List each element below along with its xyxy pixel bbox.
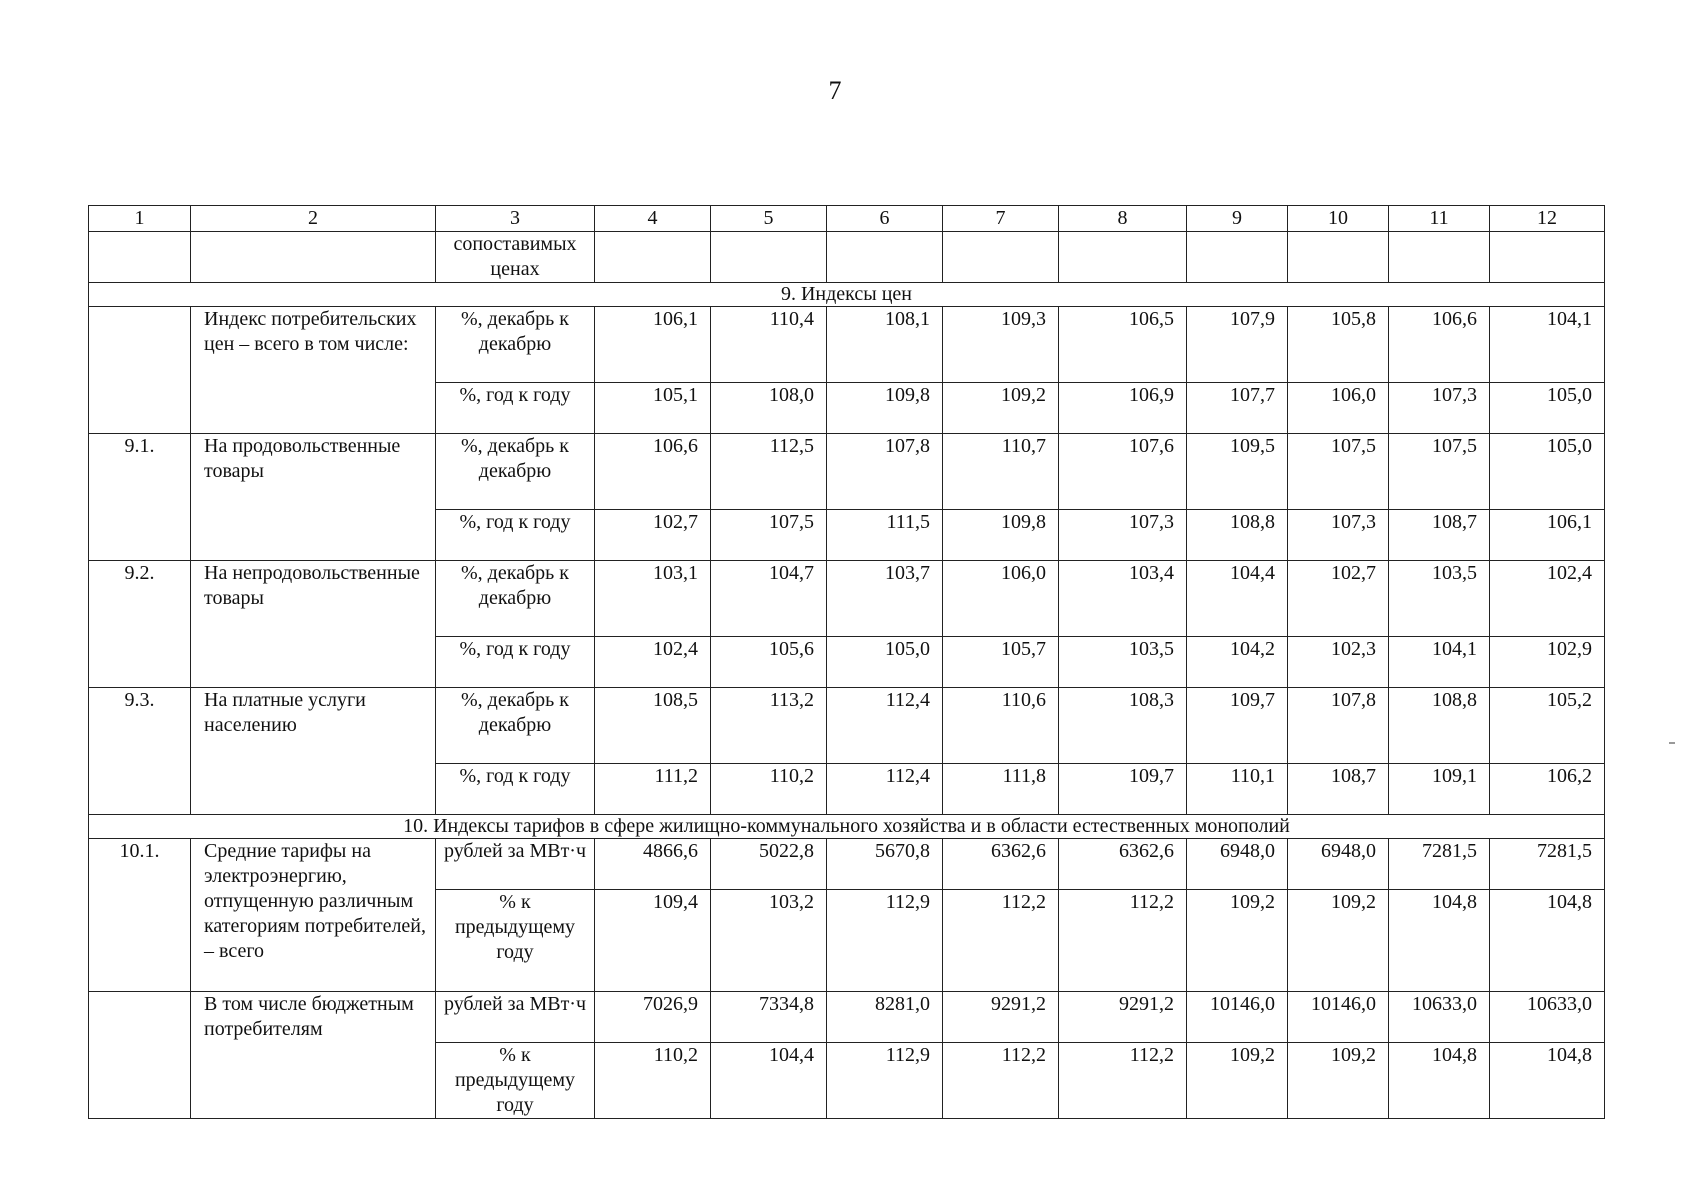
value-cell: 107,3 [1288, 510, 1389, 561]
value-cell: 5670,8 [827, 839, 943, 890]
value-cell: 102,3 [1288, 637, 1389, 688]
value-cell: 105,1 [595, 383, 711, 434]
value-cell: 112,2 [1059, 890, 1187, 992]
page-number: 7 [828, 76, 842, 105]
value-cell: 105,0 [827, 637, 943, 688]
value-cell: 112,2 [943, 890, 1059, 992]
value-cell: 10633,0 [1389, 992, 1490, 1043]
indicator-name: На платные услуги населению [191, 688, 436, 815]
column-number: 5 [711, 206, 827, 232]
unit-cell: %, год к году [436, 637, 595, 688]
value-cell: 109,2 [1187, 1043, 1288, 1119]
column-number: 12 [1490, 206, 1605, 232]
value-cell: 6362,6 [943, 839, 1059, 890]
value-cell: 109,2 [1288, 1043, 1389, 1119]
value-cell: 110,6 [943, 688, 1059, 764]
data-table [88, 205, 1605, 1119]
value-cell: 112,2 [943, 1043, 1059, 1119]
indicator-name: На продовольственные товары [191, 434, 436, 561]
value-cell: 10633,0 [1490, 992, 1605, 1043]
continuation-row [89, 232, 1605, 283]
value-cell: 107,8 [827, 434, 943, 510]
value-cell: 10146,0 [1187, 992, 1288, 1043]
value-cell: 110,2 [595, 1043, 711, 1119]
value-cell: 112,9 [827, 890, 943, 992]
value-cell: 104,1 [1389, 637, 1490, 688]
value-cell: 109,8 [827, 383, 943, 434]
value-cell: 106,5 [1059, 307, 1187, 383]
table-row [89, 307, 1605, 383]
value-cell: 102,7 [1288, 561, 1389, 637]
value-cell: 6948,0 [1187, 839, 1288, 890]
value-cell: 103,4 [1059, 561, 1187, 637]
value-cell: 103,5 [1389, 561, 1490, 637]
value-cell: 111,5 [827, 510, 943, 561]
table-row [89, 688, 1605, 764]
value-cell: 7334,8 [711, 992, 827, 1043]
table-row [89, 992, 1605, 1043]
section-heading-row [89, 283, 1605, 307]
value-cell: 107,7 [1187, 383, 1288, 434]
item-number [89, 307, 191, 434]
item-number: 9.1. [89, 434, 191, 561]
value-cell: 109,2 [1187, 890, 1288, 992]
value-cell: 7281,5 [1389, 839, 1490, 890]
value-cell: 108,3 [1059, 688, 1187, 764]
value-cell: 107,5 [711, 510, 827, 561]
table-row [89, 839, 1605, 890]
value-cell: 109,4 [595, 890, 711, 992]
indicator-name: В том числе бюджетным потребителям [191, 992, 436, 1119]
value-cell: 104,8 [1389, 1043, 1490, 1119]
value-cell: 105,7 [943, 637, 1059, 688]
item-number: 9.2. [89, 561, 191, 688]
value-cell: 105,6 [711, 637, 827, 688]
value-cell: 104,1 [1490, 307, 1605, 383]
value-cell: 10146,0 [1288, 992, 1389, 1043]
value-cell: 111,2 [595, 764, 711, 815]
unit-cell: %, декабрь к декабрю [436, 688, 595, 764]
value-cell: 108,8 [1187, 510, 1288, 561]
value-cell: 109,8 [943, 510, 1059, 561]
value-cell: 104,4 [711, 1043, 827, 1119]
value-cell: 103,2 [711, 890, 827, 992]
value-cell: 102,9 [1490, 637, 1605, 688]
value-cell: 103,7 [827, 561, 943, 637]
value-cell: 107,5 [1288, 434, 1389, 510]
value-cell: 108,8 [1389, 688, 1490, 764]
item-number: 9.3. [89, 688, 191, 815]
column-number: 6 [827, 206, 943, 232]
column-number: 8 [1059, 206, 1187, 232]
value-cell: 105,0 [1490, 383, 1605, 434]
value-cell: 106,0 [943, 561, 1059, 637]
value-cell: 108,7 [1288, 764, 1389, 815]
value-cell: 109,7 [1059, 764, 1187, 815]
value-cell: 7026,9 [595, 992, 711, 1043]
column-number: 10 [1288, 206, 1389, 232]
value-cell: 102,4 [1490, 561, 1605, 637]
value-cell: 106,6 [595, 434, 711, 510]
column-number: 3 [436, 206, 595, 232]
value-cell: 113,2 [711, 688, 827, 764]
column-number: 1 [89, 206, 191, 232]
column-number: 9 [1187, 206, 1288, 232]
section-title: 10. Индексы тарифов в сфере жилищно-коммунального хозяйства и в области естественных монополий [89, 815, 1605, 839]
item-number [89, 992, 191, 1119]
value-cell: 112,4 [827, 688, 943, 764]
value-cell: 106,1 [595, 307, 711, 383]
value-cell: 110,4 [711, 307, 827, 383]
unit-cell: %, декабрь к декабрю [436, 307, 595, 383]
section-10-body [89, 839, 1605, 1119]
value-cell: 109,3 [943, 307, 1059, 383]
section-9-body [89, 307, 1605, 815]
value-cell: 102,7 [595, 510, 711, 561]
unit-cell: рублей за МВт·ч [436, 992, 595, 1043]
value-cell: 6362,6 [1059, 839, 1187, 890]
unit-cell: %, декабрь к декабрю [436, 561, 595, 637]
column-number: 4 [595, 206, 711, 232]
table-row [89, 561, 1605, 637]
value-cell: 104,2 [1187, 637, 1288, 688]
value-cell: 6948,0 [1288, 839, 1389, 890]
value-cell: 9291,2 [1059, 992, 1187, 1043]
value-cell: 102,4 [595, 637, 711, 688]
indicator-name: Индекс потребительских цен – всего в том числе: [191, 307, 436, 434]
unit-cell: %, год к году [436, 510, 595, 561]
value-cell: 8281,0 [827, 992, 943, 1043]
value-cell: 109,2 [1288, 890, 1389, 992]
value-cell: 4866,6 [595, 839, 711, 890]
value-cell: 108,5 [595, 688, 711, 764]
value-cell: 108,0 [711, 383, 827, 434]
value-cell: 105,0 [1490, 434, 1605, 510]
value-cell: 105,8 [1288, 307, 1389, 383]
value-cell: 109,7 [1187, 688, 1288, 764]
table-row [89, 434, 1605, 510]
indicator-name: На непродовольственные товары [191, 561, 436, 688]
value-cell: 107,3 [1389, 383, 1490, 434]
value-cell: 109,2 [943, 383, 1059, 434]
value-cell: 7281,5 [1490, 839, 1605, 890]
value-cell: 112,5 [711, 434, 827, 510]
value-cell: 5022,8 [711, 839, 827, 890]
value-cell: 112,2 [1059, 1043, 1187, 1119]
value-cell: 106,1 [1490, 510, 1605, 561]
value-cell: 106,9 [1059, 383, 1187, 434]
value-cell: 108,7 [1389, 510, 1490, 561]
value-cell: 103,1 [595, 561, 711, 637]
column-number: 11 [1389, 206, 1490, 232]
unit-cell: % к предыдущему году [436, 890, 595, 992]
value-cell: 107,8 [1288, 688, 1389, 764]
value-cell: 105,2 [1490, 688, 1605, 764]
value-cell: 104,8 [1490, 890, 1605, 992]
value-cell: 107,3 [1059, 510, 1187, 561]
column-number-row [89, 206, 1605, 232]
column-number: 2 [191, 206, 436, 232]
item-number: 10.1. [89, 839, 191, 992]
section-heading-row [89, 815, 1605, 839]
unit-cell: % к предыдущему году [436, 1043, 595, 1119]
unit-cell: %, декабрь к декабрю [436, 434, 595, 510]
value-cell: 107,5 [1389, 434, 1490, 510]
unit-cell: сопоставимых ценах [436, 232, 595, 283]
value-cell: 110,1 [1187, 764, 1288, 815]
section-title: 9. Индексы цен [89, 283, 1605, 307]
value-cell: 104,8 [1490, 1043, 1605, 1119]
value-cell: 104,4 [1187, 561, 1288, 637]
value-cell: 111,8 [943, 764, 1059, 815]
value-cell: 106,2 [1490, 764, 1605, 815]
value-cell: 107,6 [1059, 434, 1187, 510]
value-cell: 110,2 [711, 764, 827, 815]
column-number: 7 [943, 206, 1059, 232]
value-cell: 104,8 [1389, 890, 1490, 992]
value-cell: 109,1 [1389, 764, 1490, 815]
value-cell: 110,7 [943, 434, 1059, 510]
value-cell: 107,9 [1187, 307, 1288, 383]
scan-mark [1669, 742, 1675, 744]
value-cell: 9291,2 [943, 992, 1059, 1043]
unit-cell: %, год к году [436, 764, 595, 815]
value-cell: 103,5 [1059, 637, 1187, 688]
value-cell: 106,0 [1288, 383, 1389, 434]
unit-cell: %, год к году [436, 383, 595, 434]
unit-cell: рублей за МВт·ч [436, 839, 595, 890]
indicator-name: Средние тарифы на электроэнергию, отпущенную различным категориям потребителей, – всего [191, 839, 436, 992]
value-cell: 109,5 [1187, 434, 1288, 510]
value-cell: 112,4 [827, 764, 943, 815]
value-cell: 108,1 [827, 307, 943, 383]
value-cell: 112,9 [827, 1043, 943, 1119]
value-cell: 104,7 [711, 561, 827, 637]
value-cell: 106,6 [1389, 307, 1490, 383]
